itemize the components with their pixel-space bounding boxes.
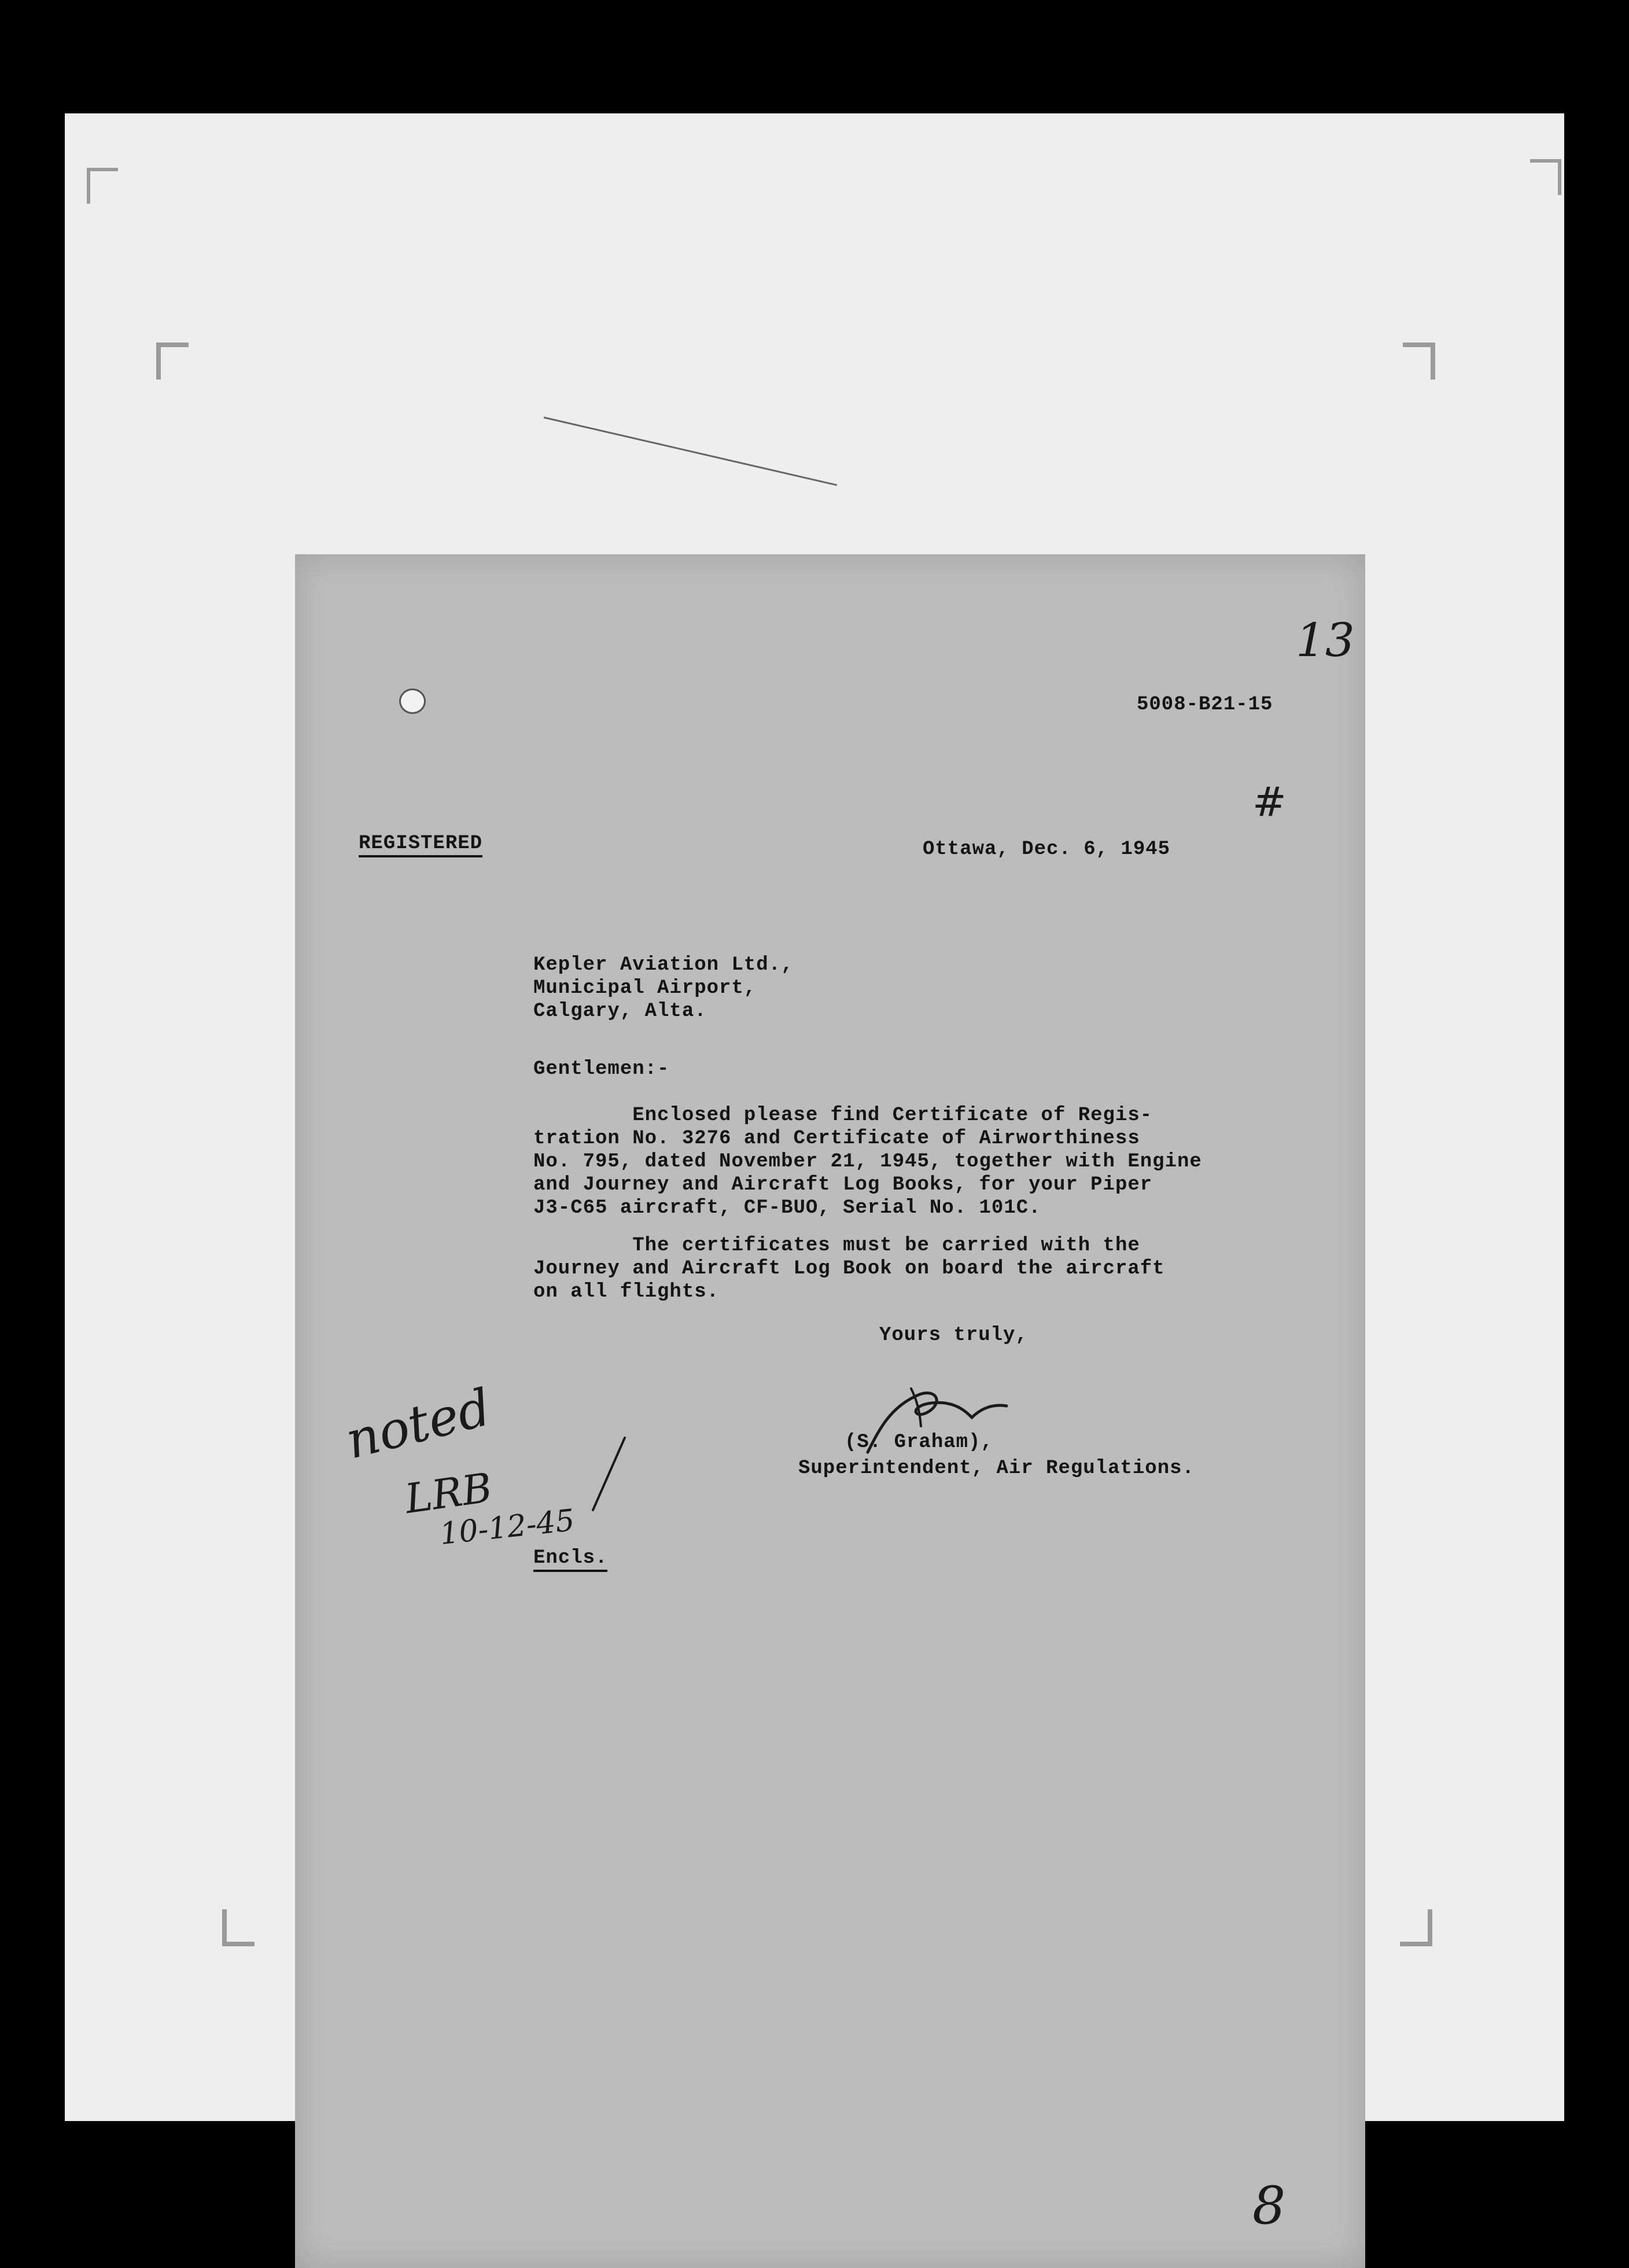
body-line: Enclosed please find Certificate of Regis- bbox=[533, 1104, 1153, 1126]
body-line: No. 795, dated November 21, 1945, together with Engine bbox=[533, 1151, 1202, 1173]
address-line-2: Municipal Airport, bbox=[533, 977, 757, 999]
crop-mark-bottom-left bbox=[222, 1909, 255, 1946]
body-line: Journey and Aircraft Log Book on board the aircraft bbox=[533, 1258, 1165, 1280]
address-line-3: Calgary, Alta. bbox=[533, 1000, 707, 1022]
crop-mark-top-left bbox=[156, 343, 189, 380]
crop-mark-bottom-right bbox=[1400, 1909, 1432, 1946]
salutation: Gentlemen:- bbox=[533, 1058, 670, 1080]
signer-title: Superintendent, Air Regulations. bbox=[798, 1457, 1195, 1479]
body-line: and Journey and Aircraft Log Books, for your Piper bbox=[533, 1174, 1153, 1196]
crop-mark-top-right bbox=[1403, 343, 1435, 380]
body-line: The certificates must be carried with the bbox=[533, 1235, 1140, 1257]
handwritten-noted: noted bbox=[340, 1377, 497, 1471]
handwritten-bottom-mark: 8 bbox=[1252, 2175, 1286, 2236]
signer-name: (S. Graham), bbox=[845, 1431, 993, 1453]
body-line: on all flights. bbox=[533, 1281, 720, 1303]
punch-hole bbox=[399, 689, 426, 714]
crop-mark-outer-top-left bbox=[87, 168, 118, 204]
handwritten-page-number: 13 bbox=[1296, 613, 1355, 667]
file-number: 5008-B21-15 bbox=[1137, 694, 1273, 716]
body-line: tration No. 3276 and Certificate of Airworthiness bbox=[533, 1128, 1140, 1150]
handwritten-slash bbox=[584, 1435, 631, 1516]
handwritten-initials: LRB bbox=[402, 1463, 495, 1523]
closing: Yours truly, bbox=[879, 1324, 1028, 1346]
registered-label: REGISTERED bbox=[359, 833, 482, 857]
enclosure-note: Encls. bbox=[533, 1548, 607, 1572]
body-line: J3-C65 aircraft, CF-BUO, Serial No. 101C. bbox=[533, 1197, 1041, 1219]
crop-mark-outer-top-right bbox=[1530, 159, 1561, 195]
handwritten-noted-date: 10-12-45 bbox=[438, 1503, 577, 1552]
address-line-1: Kepler Aviation Ltd., bbox=[533, 954, 794, 976]
place-date: Ottawa, Dec. 6, 1945 bbox=[923, 838, 1171, 860]
handwritten-mark: # bbox=[1252, 778, 1287, 826]
